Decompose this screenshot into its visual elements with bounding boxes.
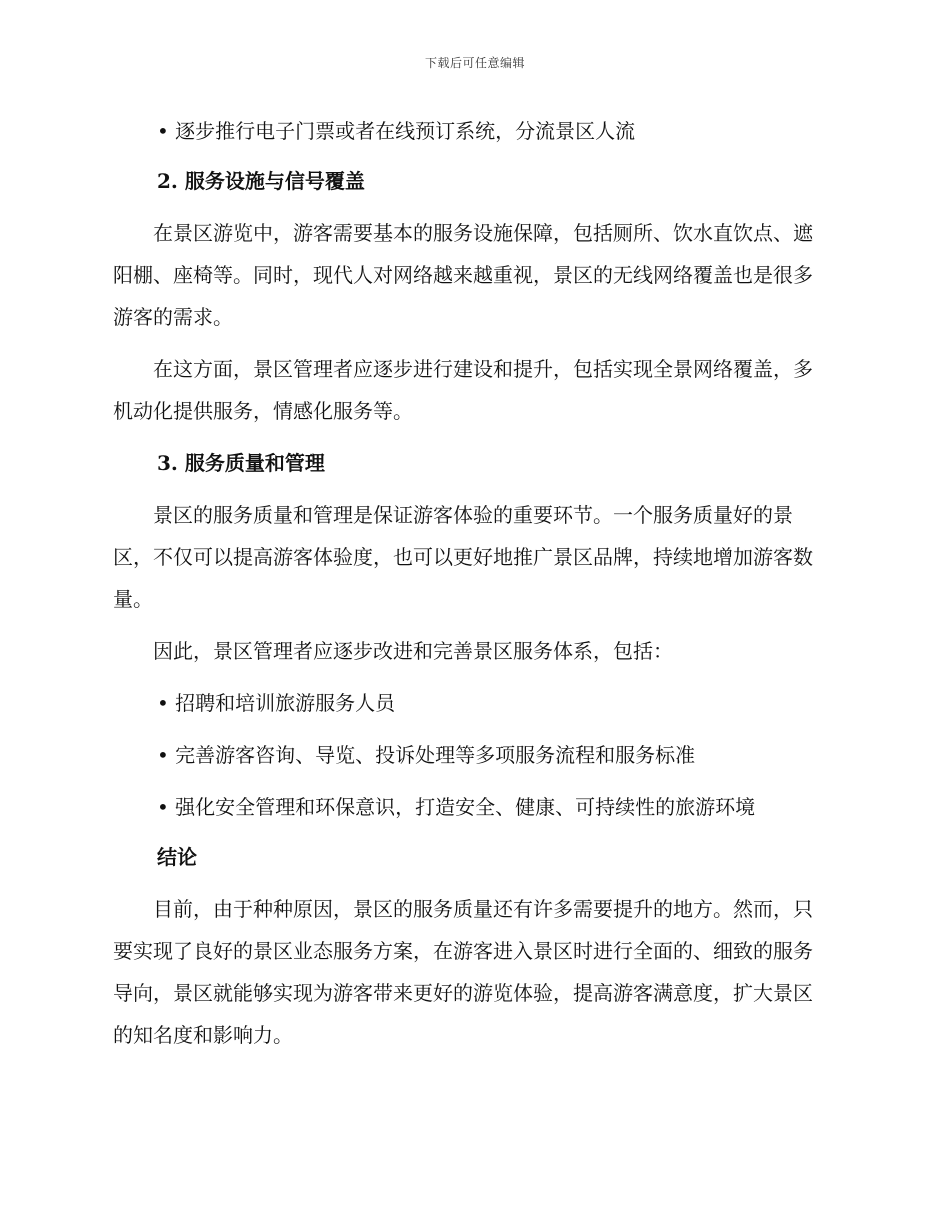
document-body <box>113 110 831 1056</box>
paragraph-facilities: 在景区游览中，游客需要基本的服务设施保障，包括厕所、饮水直饮点、遮阳棚、座椅等。同时，现代人对网络越来越重视，景区的无线网络覆盖也是很多游客的需求。 <box>113 221 813 329</box>
bullet-item-process: • 完善游客咨询、导览、投诉处理等多项服务流程和服务标准 <box>157 743 696 767</box>
bullet-item-safety: • 强化安全管理和环保意识，打造安全、健康、可持续性的旅游环境 <box>157 795 756 819</box>
paragraph-improve: 因此，景区管理者应逐步改进和完善景区服务体系，包括： <box>153 639 673 663</box>
bullet-item-eticket: • 逐步推行电子门票或者在线预订系统，分流景区人流 <box>157 119 636 143</box>
paragraph-construction: 在这方面，景区管理者应逐步进行建设和提升，包括实现全景网络覆盖，多机动化提供服务，情感化服务等。 <box>113 357 813 423</box>
paragraph-quality: 景区的服务质量和管理是保证游客体验的重要环节。一个服务质量好的景区，不仅可以提高游客体验度，也可以更好地推广景区品牌，持续地增加游客数量。 <box>113 503 813 611</box>
header-note: 下载后可任意编辑 <box>424 56 525 70</box>
section-heading-quality: 3. 服务质量和管理 <box>157 451 325 475</box>
bullet-item-staff: • 招聘和培训旅游服务人员 <box>157 691 396 715</box>
section-heading-conclusion: 结论 <box>157 845 197 869</box>
paragraph-conclusion: 目前，由于种种原因，景区的服务质量还有许多需要提升的地方。然而，只要实现了良好的景区业态服务方案，在游客进入景区时进行全面的、细致的服务导向，景区就能够实现为游客带来更好的游览体验，提高游客满意度，扩大景区的知名度和影响力。 <box>113 897 813 1047</box>
section-heading-facilities: 2. 服务设施与信号覆盖 <box>157 169 365 193</box>
